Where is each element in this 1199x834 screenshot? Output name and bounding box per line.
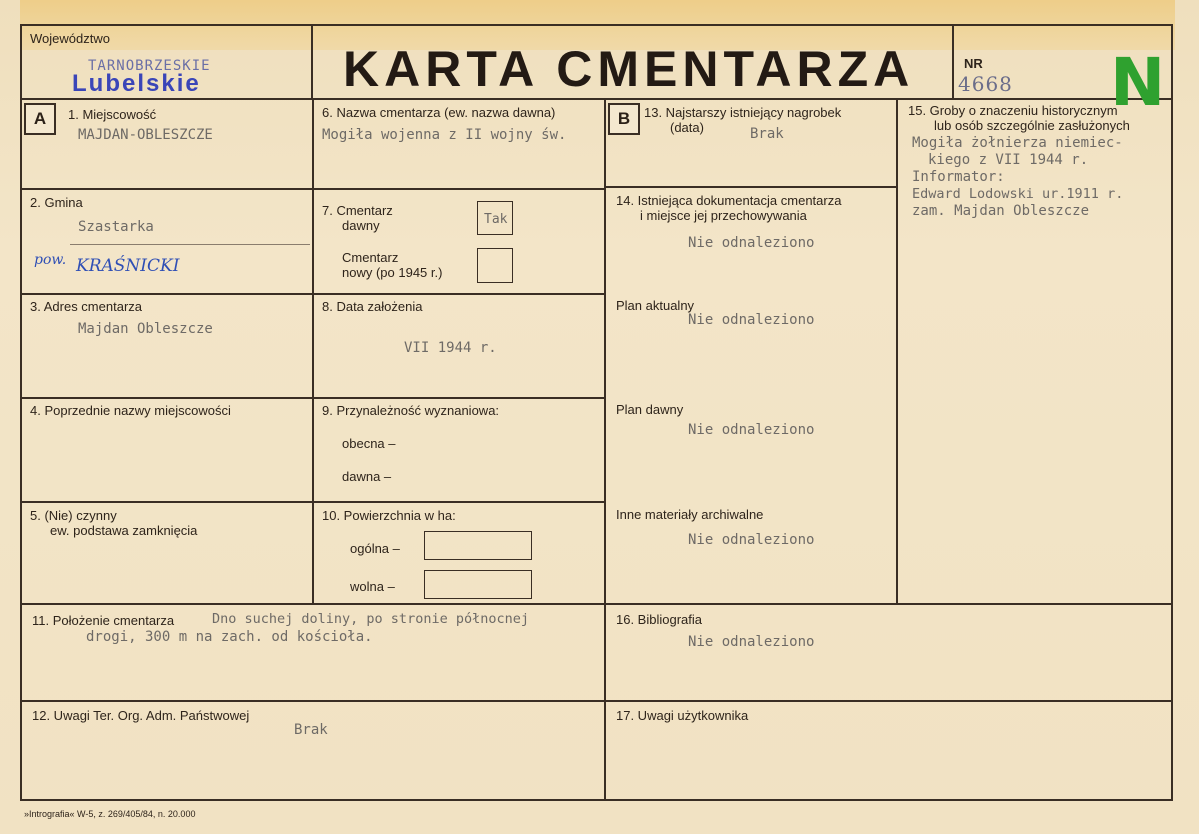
plan-aktualny-value: Nie odnaleziono [688, 312, 815, 328]
field8-value: VII 1944 r. [404, 340, 497, 356]
wojewodztwo-stamp-new: Lubelskie [72, 70, 201, 97]
field9-label: 9. Przynależność wyznaniowa: [322, 403, 500, 418]
printer-footer: »Intrografia« W-5, z. 269/405/84, n. 20.000 [24, 809, 196, 819]
field10-ogolna: ogólna – [350, 541, 400, 556]
card-title: KARTA CMENTARZA [343, 41, 915, 97]
field13-label-2: (data) [670, 120, 704, 135]
inne-materialy-label: Inne materiały archiwalne [616, 507, 764, 522]
nr-value: 4668 [958, 72, 1013, 96]
field3-value: Majdan Obleszcze [78, 321, 213, 337]
field5-label-1: 5. (Nie) czynny [30, 508, 117, 523]
line-col-c [896, 98, 898, 603]
field15-value-1: Mogiła żołnierza niemiec- [912, 135, 1123, 151]
field15-value-4: Edward Lodowski ur.1911 r. [912, 186, 1124, 202]
field10-ogolna-input[interactable] [424, 531, 532, 560]
field16-label: 16. Bibliografia [616, 612, 702, 627]
field3-label: 3. Adres cmentarza [30, 299, 142, 314]
field6-label: 6. Nazwa cmentarza (ew. nazwa dawna) [322, 105, 556, 120]
plan-aktualny-label: Plan aktualny [616, 298, 695, 313]
field2-label: 2. Gmina [30, 195, 83, 210]
field10-wolna-input[interactable] [424, 570, 532, 599]
field15-label-2: lub osób szczególnie zasłużonych [934, 118, 1130, 133]
nr-label: NR [964, 56, 983, 71]
line-left [20, 24, 22, 801]
field7-nowy-checkbox[interactable] [477, 248, 513, 283]
field13-label-1: 13. Najstarszy istniejący nagrobek [644, 105, 842, 120]
field7-nowy-label-1: Cmentarz [342, 250, 399, 265]
line-right [1171, 24, 1173, 801]
field10-label: 10. Powierzchnia w ha: [322, 508, 456, 523]
field12-label: 12. Uwagi Ter. Org. Adm. Państwowej [32, 708, 250, 723]
field8-label: 8. Data założenia [322, 299, 423, 314]
field1-value: MAJDAN-OBLESZCZE [78, 127, 213, 143]
line-header-div1 [311, 24, 313, 100]
field5-label-2: ew. podstawa zamknięcia [50, 523, 198, 538]
line-col-b [604, 98, 606, 801]
field15-label-1: 15. Groby o znaczeniu historycznym [908, 103, 1118, 118]
line-r1 [20, 188, 606, 190]
field14-label-1: 14. Istniejąca dokumentacja cmentarza [616, 193, 842, 208]
line-r2 [20, 293, 606, 295]
field15-value-5: zam. Majdan Obleszcze [912, 203, 1090, 219]
mark-letter: N [1110, 44, 1166, 121]
field10-wolna: wolna – [350, 579, 395, 594]
field17-label: 17. Uwagi użytkownika [616, 708, 749, 723]
inne-materialy-value: Nie odnaleziono [688, 532, 815, 548]
line-r1-right [604, 186, 898, 188]
field7-tak-value: Tak [484, 212, 508, 227]
field7-label: 7. Cmentarz [322, 203, 393, 218]
plan-dawny-value: Nie odnaleziono [688, 422, 815, 438]
field7-nowy-label-2: nowy (po 1945 r.) [342, 265, 443, 280]
line-top [20, 24, 1173, 26]
section-b-marker: B [608, 103, 640, 135]
line-r6 [20, 700, 1173, 702]
line-r5 [20, 603, 1173, 605]
line-pow [70, 244, 310, 245]
section-a-marker: A [24, 103, 56, 135]
field15-value-3: Informator: [912, 169, 1005, 185]
wojewodztwo-label: Województwo [30, 31, 110, 46]
field9-dawna: dawna – [342, 469, 392, 484]
field15-value-2: kiego z VII 1944 r. [928, 152, 1089, 168]
plan-dawny-label: Plan dawny [616, 402, 684, 417]
field2-value: Szastarka [78, 219, 154, 235]
wojewodztwo-stamp-old: TARNOBRZESKIE [88, 58, 211, 74]
field11-value-2: drogi, 300 m na zach. od kościoła. [86, 629, 373, 645]
field11-label: 11. Położenie cmentarza [32, 613, 175, 628]
field14-label-2: i miejsce jej przechowywania [640, 208, 807, 223]
field16-value: Nie odnaleziono [688, 634, 815, 650]
field11-value-1: Dno suchej doliny, po stronie północnej [212, 611, 529, 627]
line-col-a [312, 98, 314, 603]
field6-value: Mogiła wojenna z II wojny św. [322, 127, 567, 143]
field9-obecna: obecna – [342, 436, 396, 451]
field1-label: 1. Miejscowość [68, 107, 157, 122]
field14-value: Nie odnaleziono [688, 235, 815, 251]
line-bottom [20, 799, 1173, 801]
field4-label: 4. Poprzednie nazwy miejscowości [30, 403, 231, 418]
field7-dawny: dawny [342, 218, 380, 233]
pow-value: KRAŚNICKI [76, 256, 180, 276]
field12-value: Brak [294, 722, 328, 738]
pow-label: pow. [34, 252, 67, 268]
line-r3 [20, 397, 606, 399]
line-header-div2 [952, 24, 954, 100]
field13-value: Brak [750, 126, 784, 142]
line-header [20, 98, 1173, 100]
line-r4 [20, 501, 606, 503]
